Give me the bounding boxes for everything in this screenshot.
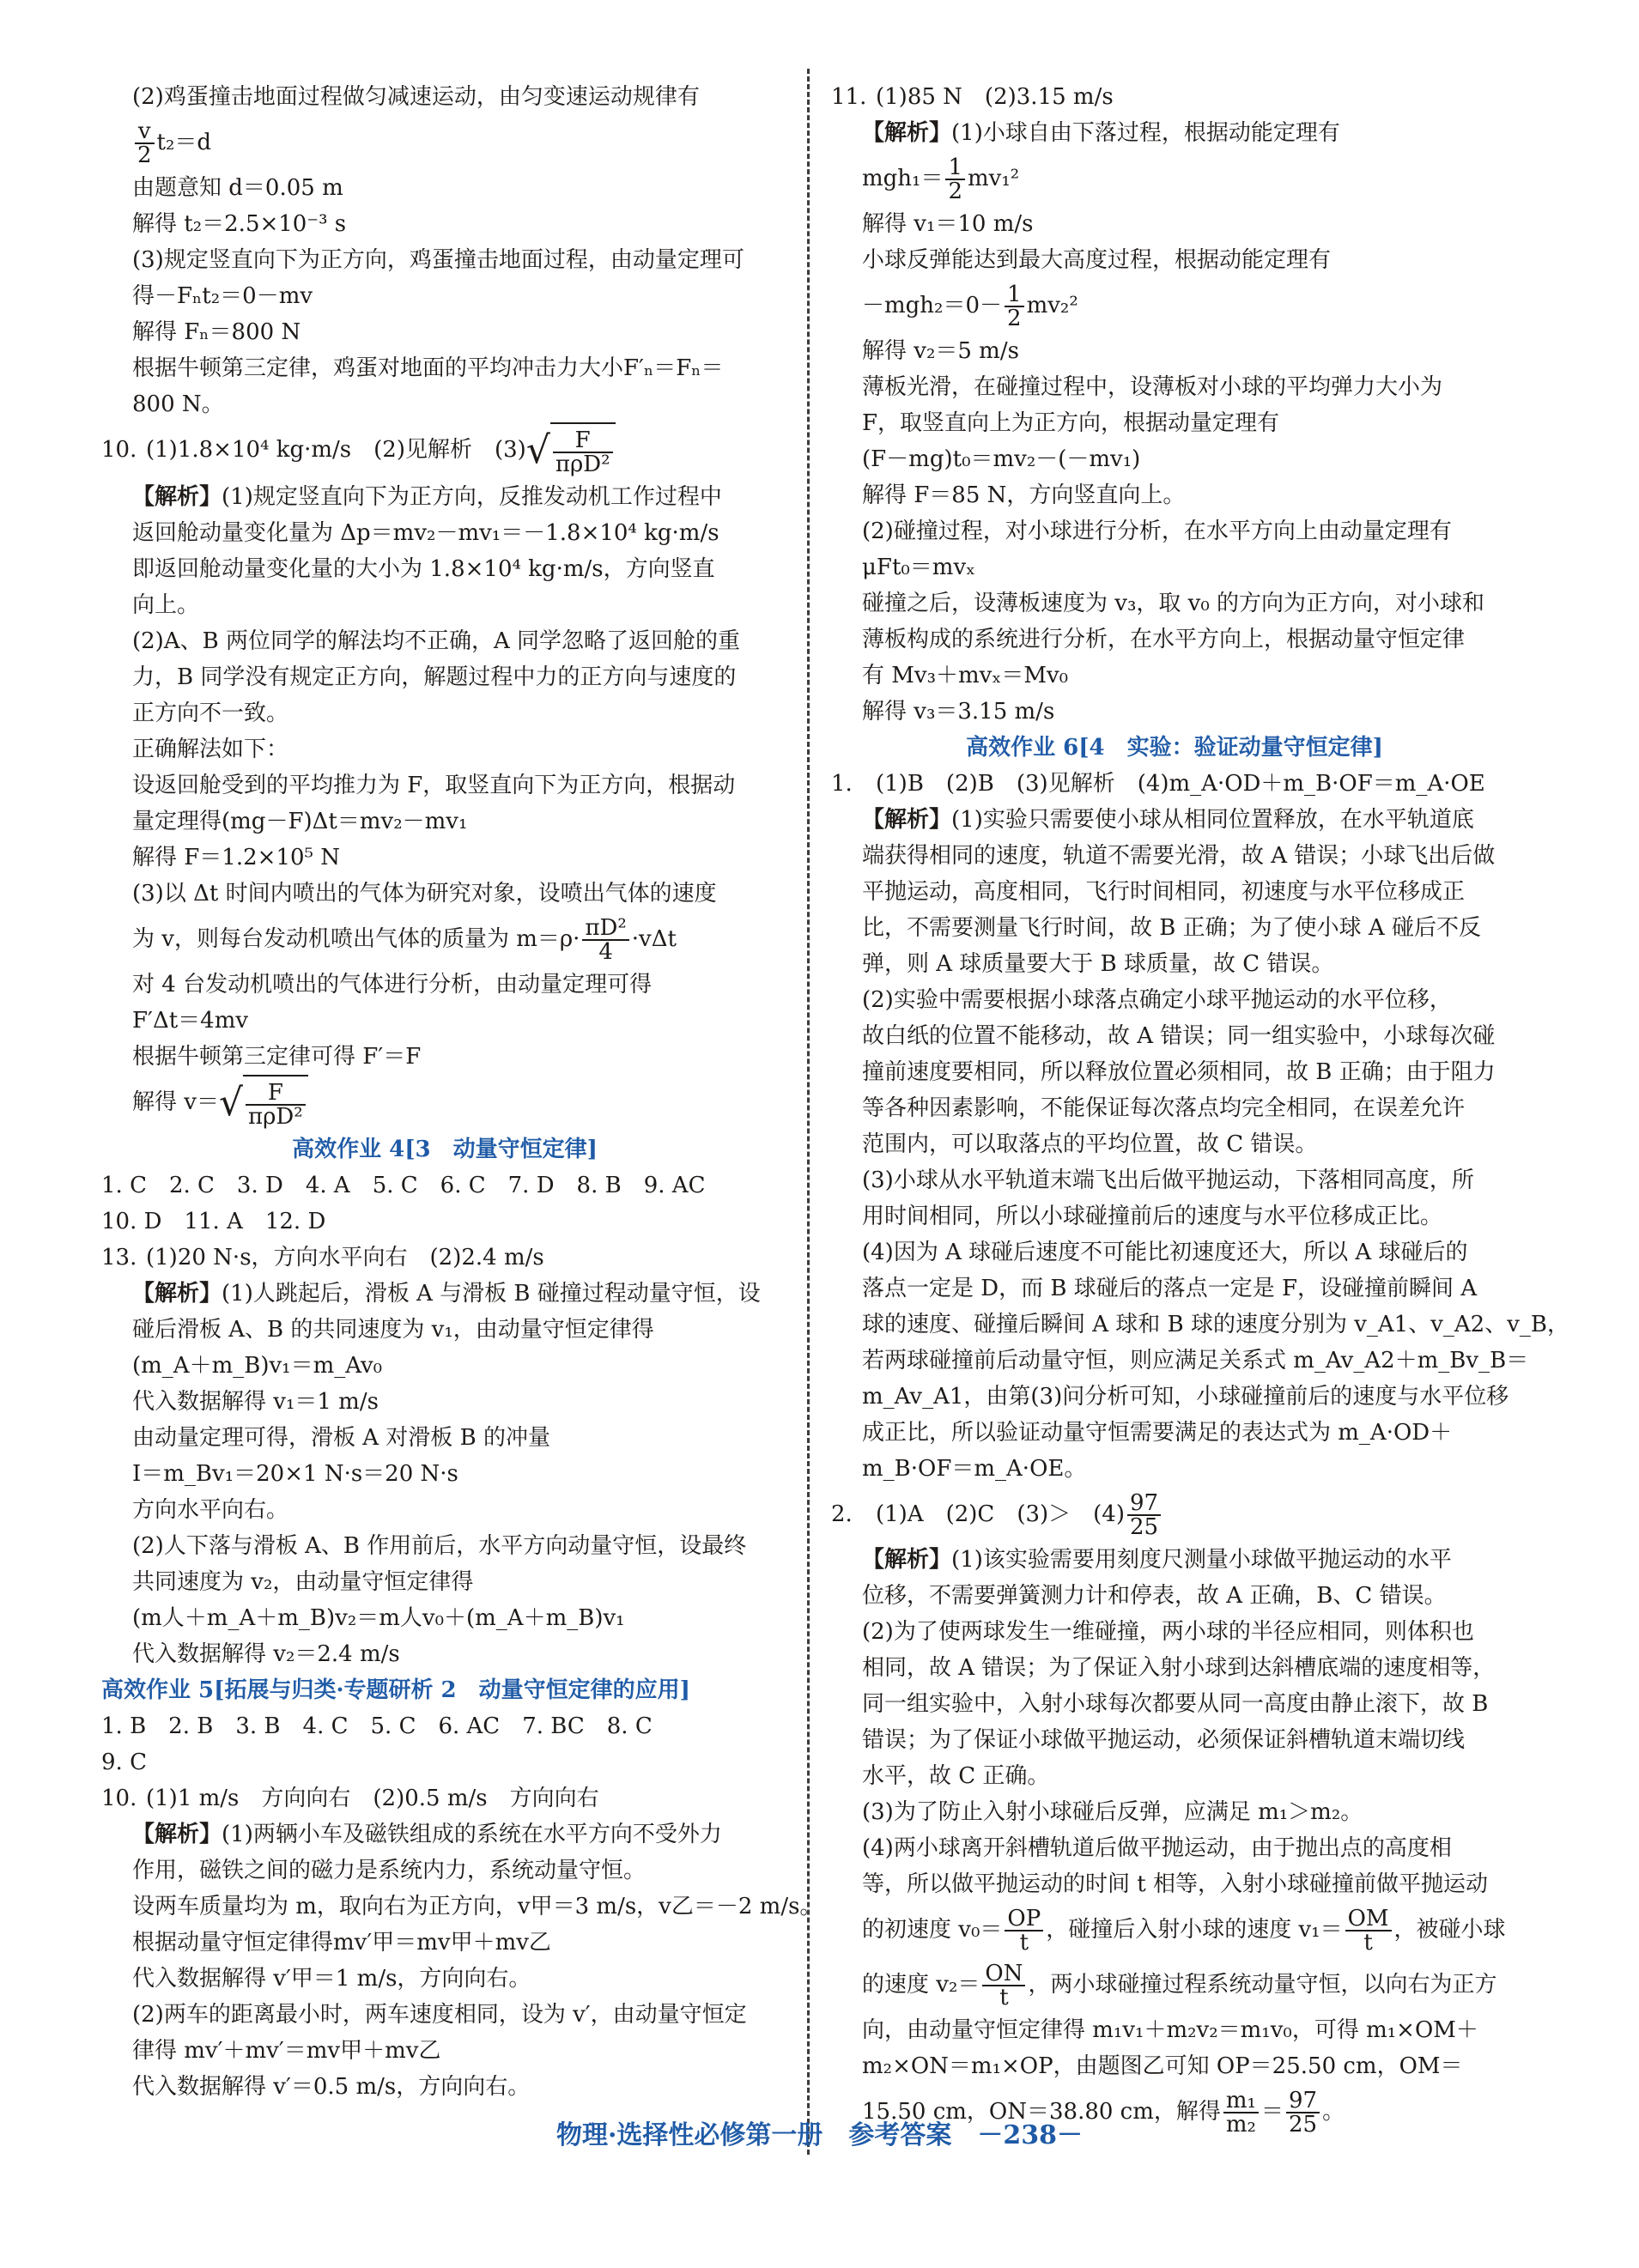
section-title: 高效作业 4[3 动量守恒定律] — [292, 1137, 598, 1162]
text-line: 根据牛顿第三定律，鸡蛋对地面的平均冲击力大小F′ₙ＝Fₙ＝ — [132, 355, 724, 381]
text-line: 方向水平向右。 — [132, 1497, 289, 1523]
text-line: 解得 v₂＝5 m/s — [862, 338, 1019, 364]
text-line: 【解析】(1)实验只需要使小球从相同位置释放，在水平轨道底 — [862, 807, 1474, 833]
analysis-label: 【解析】 — [862, 807, 952, 833]
text-line: (2)为了使两球发生一维碰撞，两小球的半径应相同，则体积也 — [862, 1619, 1474, 1645]
text-line: 设两车质量均为 m，取向右为正方向，v甲＝3 m/s，v乙＝－2 m/s。 — [132, 1894, 823, 1919]
text-line: I＝m_Bv₁＝20×1 N·s＝20 N·s — [132, 1461, 458, 1487]
text-line: 即返回舱动量变化量的大小为 1.8×10⁴ kg·m/s，方向竖直 — [132, 556, 715, 582]
text-line: (3)规定竖直向下为正方向，鸡蛋撞击地面过程，由动量定理可 — [132, 247, 744, 273]
text-line: m₂×ON＝m₁×OP，由题图乙可知 OP＝25.50 cm，OM＝ — [862, 2053, 1463, 2079]
text-line: 【解析】(1)两辆小车及磁铁组成的系统在水平方向不受外力 — [132, 1822, 722, 1847]
formula-line: 的速度 v₂＝ $\frac{ON}{t}$ ，两小球碰撞过程系统动量守恒，以向右为正方 — [862, 1961, 1497, 2010]
text-line: (2)鸡蛋撞击地面过程做匀减速运动，由匀变速运动规律有 — [132, 84, 700, 110]
analysis-label: 【解析】 — [132, 1281, 222, 1307]
text-line: 有 Mv₃＋mvₓ＝Mv₀ — [862, 663, 1069, 688]
text-line: 落点一定是 D，而 B 球碰后的落点一定是 F，设碰撞前瞬间 A — [862, 1276, 1478, 1301]
text-line: 相同，故 A 错误；为了保证入射小球到达斜槽底端的速度相等， — [862, 1655, 1496, 1681]
answer-10b: 10. (1)1 m/s 方向向右 (2)0.5 m/s 方向向右 — [101, 1786, 599, 1811]
text-line: 故白纸的位置不能移动，故 A 错误；同一组实验中，小球每次碰 — [862, 1023, 1496, 1049]
text-line: 弹，则 A 球质量要大于 B 球质量，故 C 错误。 — [862, 951, 1334, 977]
text-line: (2)人下落与滑板 A、B 作用前后，水平方向动量守恒，设最终 — [132, 1533, 747, 1559]
column-divider — [807, 69, 810, 2155]
text-line: 薄板构成的系统进行分析，在水平方向上，根据动量守恒定律 — [862, 627, 1466, 652]
formula-line: 为 v，则每台发动机喷出气体的质量为 m＝ρ· $\frac{\text{πD²}}{4}$ ·vΔt — [132, 915, 677, 965]
analysis-label: 【解析】 — [132, 484, 222, 510]
answer-1: 1. (1)B (2)B (3)见解析 (4)m_A·OD＋m_B·OF＝m_A·OE — [831, 771, 1485, 797]
text-line: 解得 t₂＝2.5×10⁻³ s — [132, 211, 347, 237]
text-line: m_Av_A1，由第(3)问分析可知，小球碰撞前后的速度与水平位移 — [862, 1384, 1509, 1410]
formula-line: 解得 v＝√ $\frac{F}{\text{πρD²}}$ — [101, 1075, 788, 1131]
text-line: (m_A＋m_B)v₁＝m_Av₀ — [132, 1353, 383, 1379]
text-line: 【解析】(1)人跳起后，滑板 A 与滑板 B 碰撞过程动量守恒，设 — [132, 1281, 761, 1307]
text-line: 由动量定理可得，滑板 A 对滑板 B 的冲量 — [132, 1425, 550, 1451]
text-line: 解得 v₁＝10 m/s — [862, 211, 1034, 237]
text-line: 根据动量守恒定律得mv′甲＝mv甲＋mv乙 — [132, 1930, 551, 1956]
text-line: 共同速度为 v₂，由动量守恒定律得 — [132, 1569, 474, 1595]
text-line: F，取竖直向上为正方向，根据动量定理有 — [862, 410, 1280, 436]
section-title: 高效作业 5[拓展与归类·专题研析 2 动量守恒定律的应用] — [101, 1677, 690, 1703]
answer-11: 11. (1)85 N (2)3.15 m/s — [831, 84, 1114, 110]
text-line: 根据牛顿第三定律可得 F′＝F — [132, 1044, 422, 1070]
fraction: $\frac{v}{2}$ — [135, 120, 155, 167]
text-line: μFt₀＝mvₓ — [862, 555, 976, 580]
text-line: 薄板光滑，在碰撞过程中，设薄板对小球的平均弹力大小为 — [862, 374, 1443, 400]
text-line: 作用，磁铁之间的磁力是系统内力，系统动量守恒。 — [132, 1858, 646, 1883]
text-line: 比，不需要测量飞行时间，故 B 正确；为了使小球 A 碰后不反 — [862, 915, 1481, 941]
text-line: 解得 F＝85 N，方向竖直向上。 — [862, 482, 1186, 508]
formula-line: 的初速度 v₀＝ $\frac{OP}{t}$ ，碰撞后入射小球的速度 v₁＝ $\frac{OM}{t}$ ，被碰小球 — [862, 1906, 1506, 1956]
answer-2: 2. (1)A (2)C (3)＞ (4) $\frac{97}{25}$ — [831, 1487, 1518, 1542]
text-line: 【解析】(1)小球自由下落过程，根据动能定理有 — [862, 120, 1340, 146]
answer-list: 10. D 11. A 12. D — [101, 1209, 326, 1234]
text-line: 同一组实验中，入射小球每次都要从同一高度由静止滚下，故 B — [862, 1691, 1489, 1717]
text-line: 正方向不一致。 — [132, 700, 289, 726]
text-line: 正确解法如下： — [132, 737, 289, 762]
analysis-label: 【解析】 — [862, 120, 952, 146]
text-line: 【解析】(1)规定竖直向下为正方向，反推发动机工作过程中 — [132, 484, 722, 510]
text-line: 球的速度、碰撞后瞬间 A 球和 B 球的速度分别为 v_A1、v_A2、v_B， — [862, 1312, 1570, 1337]
text-line: (4)两小球离开斜槽轨道后做平抛运动，由于抛出点的高度相 — [862, 1835, 1452, 1861]
text-line: 由题意知 d＝0.05 m — [132, 175, 343, 201]
text-line: m_B·OF＝m_A·OE。 — [862, 1456, 1087, 1482]
text-line: 得－Fₙt₂＝0－mv — [132, 283, 313, 309]
formula-line: $\frac{v}{2}$ t₂＝d — [101, 115, 788, 170]
answer-13: 13. (1)20 N·s，方向水平向右 (2)2.4 m/s — [101, 1245, 544, 1270]
page-footer: 物理·选择性必修第一册 参考答案 －238－ — [555, 2120, 1084, 2150]
text-line: (2)碰撞过程，对小球进行分析，在水平方向上由动量定理有 — [862, 518, 1452, 544]
text-line: 800 N。 — [132, 391, 224, 417]
answer-list: 1. C 2. C 3. D 4. A 5. C 6. C 7. D 8. B 9. AC — [101, 1173, 706, 1198]
text-line: 等各种因素影响，不能保证每次落点均完全相同，在误差允许 — [862, 1095, 1466, 1121]
text-line: F′Δt＝4mv — [132, 1008, 249, 1034]
text-line: 返回舱动量变化量为 Δp＝mv₂－mv₁＝－1.8×10⁴ kg·m/s — [132, 520, 719, 546]
text-line: 向上。 — [132, 592, 200, 618]
text-line: 错误；为了保证小球做平抛运动，必须保证斜槽轨道末端切线 — [862, 1727, 1466, 1753]
text-line: 小球反弹能达到最大高度过程，根据动能定理有 — [862, 247, 1332, 273]
answer-10: 10. (1)1.8×10⁴ kg·m/s (2)见解析 (3)√ $\frac{F}{\text{πρD²}}$ — [101, 422, 788, 479]
text-line: 量定理得(mg－F)Δt＝mv₂－mv₁ — [132, 809, 468, 834]
text-line: (4)因为 A 球碰后速度不可能比初速度还大，所以 A 球碰后的 — [862, 1240, 1468, 1265]
answer-list: 9. C — [101, 1750, 147, 1775]
left-column — [101, 79, 823, 2105]
text-line: (2)实验中需要根据小球落点确定小球平抛运动的水平位移， — [862, 987, 1452, 1013]
text-line: 成正比，所以验证动量守恒需要满足的表达式为 m_A·OD＋ — [862, 1420, 1453, 1446]
formula-line: －mgh₂＝0－ $\frac{1}{2}$ mv₂² — [862, 282, 1078, 331]
text-line: 代入数据解得 v₁＝1 m/s — [132, 1389, 379, 1415]
answer-list: 1. B 2. B 3. B 4. C 5. C 6. AC 7. BC 8. C — [101, 1713, 653, 1739]
text-line: 代入数据解得 v′甲＝1 m/s，方向向右。 — [132, 1966, 531, 1992]
text-line: 位移，不需要弹簧测力计和停表，故 A 正确，B、C 错误。 — [862, 1583, 1447, 1609]
right-column — [831, 79, 1570, 2139]
formula-line: 15.50 cm，ON＝38.80 cm，解得 $\frac{\text{m₁}}{\text{m₂}}$ ＝ $\frac{97}{25}$ 。 — [862, 2088, 1345, 2138]
formula-line: mgh₁＝ $\frac{1}{2}$ mv₁² — [862, 155, 1020, 204]
text-line: (3)为了防止入射小球碰后反弹，应满足 m₁＞m₂。 — [862, 1799, 1363, 1825]
text-line: 等，所以做平抛运动的时间 t 相等，入射小球碰撞前做平抛运动 — [862, 1871, 1488, 1897]
text-line: 若两球碰撞前后动量守恒，则应满足关系式 m_Av_A2＋m_Bv_B＝ — [862, 1348, 1529, 1374]
analysis-label: 【解析】 — [132, 1822, 222, 1847]
text-line: 平抛运动，高度相同，飞行时间相同，初速度与水平位移成正 — [862, 879, 1466, 905]
text-line: 设返回舱受到的平均推力为 F，取竖直向下为正方向，根据动 — [132, 773, 736, 798]
text-line: (2)两车的距离最小时，两车速度相同，设为 v′，由动量守恒定 — [132, 2002, 747, 2028]
text-line: 向，由动量守恒定律得 m₁v₁＋m₂v₂＝m₁v₀，可得 m₁×OM＋ — [862, 2017, 1478, 2043]
sqrt-expression: √ $\frac{F}{\text{πρD²}}$ — [526, 422, 616, 479]
text-line: (3)以 Δt 时间内喷出的气体为研究对象，设喷出气体的速度 — [132, 881, 717, 907]
text-line: 律得 mv′＋mv′＝mv甲＋mv乙 — [132, 2038, 441, 2064]
text-line: 解得 F＝1.2×10⁵ N — [132, 845, 340, 870]
text-line: (m人＋m_A＋m_B)v₂＝m人v₀＋(m_A＋m_B)v₁ — [132, 1605, 625, 1631]
text-line: 对 4 台发动机喷出的气体进行分析，由动量定理可得 — [132, 972, 653, 998]
text-line: 解得 v₃＝3.15 m/s — [862, 699, 1055, 725]
text-line: 【解析】(1)该实验需要用刻度尺测量小球做平抛运动的水平 — [862, 1547, 1452, 1573]
text-line: 解得 Fₙ＝800 N — [132, 319, 301, 345]
text-line: (F－mg)t₀＝mv₂－(－mv₁) — [862, 446, 1141, 472]
text-line: (2)A、B 两位同学的解法均不正确，A 同学忽略了返回舱的重 — [132, 628, 741, 654]
text-line: 端获得相同的速度，轨道不需要光滑，故 A 错误；小球飞出后做 — [862, 843, 1496, 869]
text-line: 代入数据解得 v₂＝2.4 m/s — [132, 1641, 400, 1667]
text-line: 范围内，可以取落点的平均位置，故 C 错误。 — [862, 1131, 1318, 1157]
text-line: 代入数据解得 v′＝0.5 m/s，方向向右。 — [132, 2074, 531, 2100]
text-line: 碰后滑板 A、B 的共同速度为 v₁，由动量守恒定律得 — [132, 1317, 654, 1343]
text-line: 用时间相同，所以小球碰撞前后的速度与水平位移成正比。 — [862, 1204, 1443, 1229]
text-line: 力，B 同学没有规定正方向，解题过程中力的正方向与速度的 — [132, 664, 737, 690]
section-title: 高效作业 6[4 实验：验证动量守恒定律] — [966, 735, 1383, 761]
text-line: 碰撞之后，设薄板速度为 v₃，取 v₀ 的方向为正方向，对小球和 — [862, 591, 1485, 616]
analysis-label: 【解析】 — [862, 1547, 952, 1573]
text-line: 撞前速度要相同，所以释放位置必须相同，故 B 正确；由于阻力 — [862, 1059, 1496, 1085]
text-line: 水平，故 C 正确。 — [862, 1763, 1050, 1789]
text-line: (3)小球从水平轨道末端飞出后做平抛运动，下落相同高度，所 — [862, 1167, 1474, 1193]
